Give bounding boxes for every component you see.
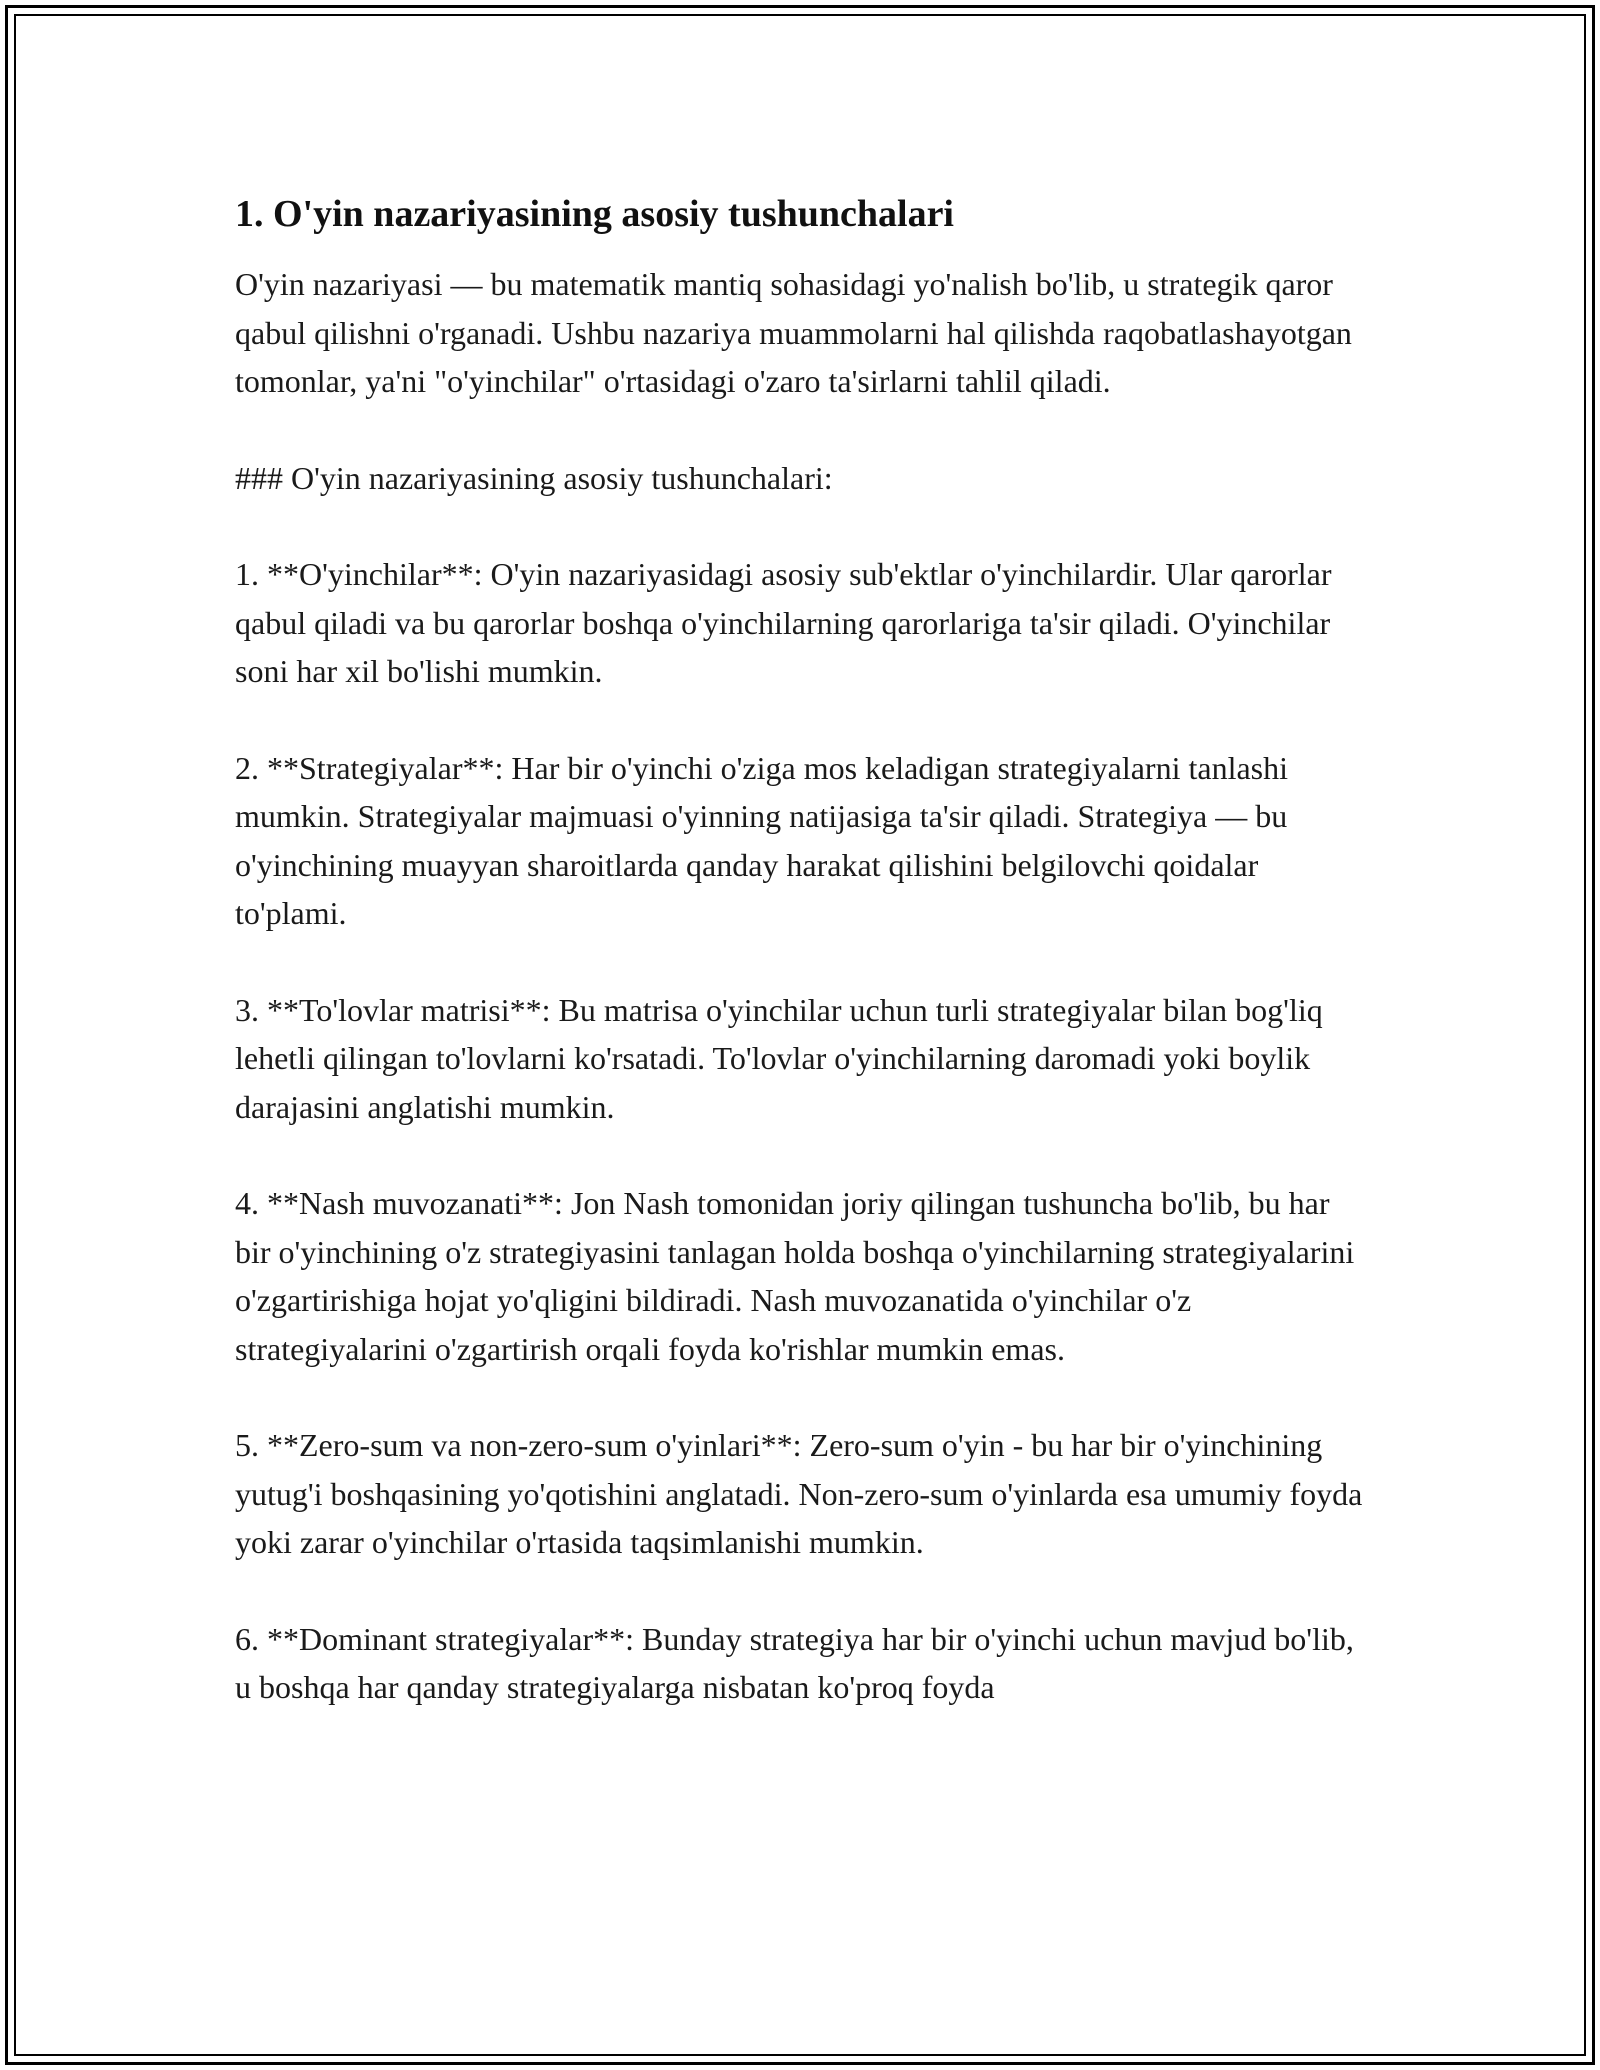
section-heading-paragraph: ### O'yin nazariyasining asosiy tushunchalari: — [235, 459, 833, 496]
list-item-nash-equilibrium: 4. **Nash muvozanati**: Jon Nash tomonidan joriy qilingan tushuncha bo'lib, bu har bir o'yinchining o'z strategiyasini tanlagan holda boshqa o'yinchilarning strategiyalarini o'zgartirishiga hojat yo'qligini bildiradi. Nash muvozanatida o'yinchilar o'z strategiyalarini o'zgartirish orqali foyda ko'rishlar mumkin emas. — [235, 1185, 1355, 1367]
document-body — [235, 186, 1365, 1760]
page-title: 1. O'yin nazariyasining asosiy tushunchalari — [235, 193, 954, 235]
list-item-zero-sum: 5. **Zero-sum va non-zero-sum o'yinlari**: Zero-sum o'yin - bu har bir o'yinchining yutug'i boshqasining yo'qotishini anglatadi. Non-zero-sum o'yinlarda esa umumiy foyda yoki zarar o'yinchilar o'rtasida taqsimlanishi mumkin. — [235, 1427, 1363, 1560]
list-item-strategies: 2. **Strategiyalar**: Har bir o'yinchi o'ziga mos keladigan strategiyalarni tanlashi mumkin. Strategiyalar majmuasi o'yinning natijasiga ta'sir qiladi. Strategiya — bu o'yinchining muayyan sharoitlarda qanday harakat qilishini belgilovchi qoidalar to'plami. — [235, 749, 1288, 931]
list-item-payoff-matrix: 3. **To'lovlar matrisi**: Bu matrisa o'yinchilar uchun turli strategiyalar bilan bog'liq lehetli qilingan to'lovlarni ko'rsatadi. To'lovlar o'yinchilarning daromadi yoki boylik darajasini anglatishi mumkin. — [235, 991, 1323, 1125]
list-item-dominant-strategies: 6. **Dominant strategiyalar**: Bunday strategiya har bir o'yinchi uchun mavjud bo'lib, u boshqa har qanday strategiyalarga nisbatan ko'proq foyda — [235, 1620, 1354, 1705]
list-item-players: 1. **O'yinchilar**: O'yin nazariyasidagi asosiy sub'ektlar o'yinchilardir. Ular qarorlar qabul qiladi va bu qarorlar boshqa o'yinchilarning qarorlariga ta'sir qiladi. O'yinchilar soni har xil bo'lishi mumkin. — [235, 556, 1332, 689]
intro-paragraph: O'yin nazariyasi — bu matematik mantiq sohasidagi yo'nalish bo'lib, u strategik qaror qabul qilishni o'rganadi. Ushbu nazariya muammolarni hal qilishda raqobatlashayotgan tomonlar, ya'ni "o'yinchilar" o'rtasidagi o'zaro ta'sirlarni tahlil qiladi. — [235, 266, 1352, 399]
